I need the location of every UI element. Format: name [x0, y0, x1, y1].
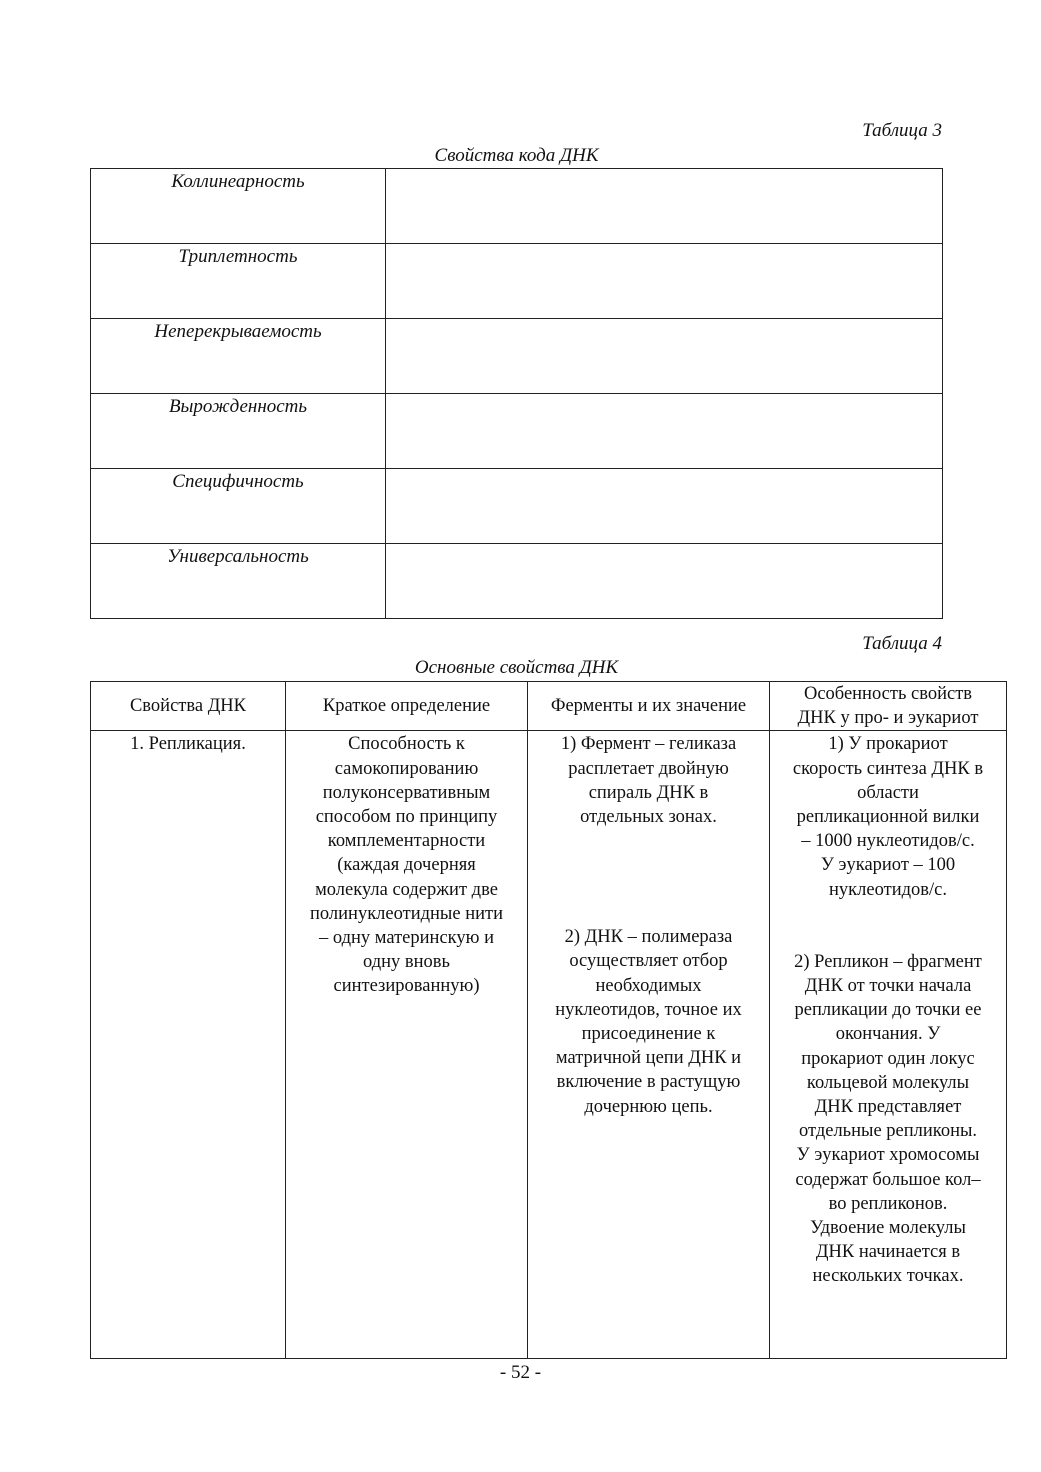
- property-name-cell: Триплетность: [91, 244, 386, 319]
- property-name-cell: Неперекрываемость: [91, 319, 386, 394]
- table-row: [91, 394, 943, 469]
- table-row: [91, 544, 943, 619]
- property-answer-cell: [386, 469, 943, 544]
- table-row: [91, 244, 943, 319]
- definition-text: Способность к самокопированию полуконсервативным способом по принципу комплементарности (каждая дочерняя молекула содержит две полинуклеотидные нити – одну материнскую и одну вновь синтезированную): [310, 734, 503, 997]
- features-text-1: 1) У прокариот скорость синтеза ДНК в области репликационной вилки – 1000 нуклеотидов/с. У эукариот – 100 нуклеотидов/с.: [792, 734, 984, 900]
- column-header-features: Особенность свойств ДНК у про- и эукариот: [770, 682, 1007, 731]
- property-answer-cell: [386, 319, 943, 394]
- table3-title: Свойства кода ДНК: [434, 145, 599, 166]
- column-header-property: Свойства ДНК: [91, 682, 286, 731]
- property-answer-cell: [386, 394, 943, 469]
- definition-cell: [286, 731, 528, 1359]
- enzymes-text-1: 1) Фермент – геликаза расплетает двойную спираль ДНК в отдельных зонах.: [560, 734, 737, 828]
- property-cell: [91, 731, 286, 1359]
- dna-code-properties-table: [90, 168, 943, 619]
- table4-label: Таблица 4: [862, 633, 942, 654]
- property-name-cell: Универсальность: [91, 544, 386, 619]
- table-row: [91, 169, 943, 244]
- features-text-2: 2) Репликон – фрагмент ДНК от точки начала репликации до точки ее окончания. У прокариот один локус кольцевой молекулы ДНК представляет отдельные репликоны. У эукариот хромосомы содержат большое кол– во репликонов. Удвоение молекулы ДНК начинается в нескольких точках.: [794, 951, 982, 1287]
- table-row: [91, 731, 1007, 1359]
- property-text: 1. Репликация.: [130, 734, 246, 755]
- column-header-definition: Краткое определение: [286, 682, 528, 731]
- table-row: [91, 319, 943, 394]
- property-name-cell: Коллинеарность: [91, 169, 386, 244]
- dna-main-properties-table: [90, 681, 1007, 1359]
- enzymes-cell: [528, 731, 770, 1359]
- features-cell: [770, 731, 1007, 1359]
- column-header-enzymes: Ферменты и их значение: [528, 682, 770, 731]
- property-answer-cell: [386, 544, 943, 619]
- property-name-cell: Вырожденность: [91, 394, 386, 469]
- enzymes-text-2: 2) ДНК – полимераза осуществляет отбор необходимых нуклеотидов, точное их присоединение к матричной цепи ДНК и включение в растущую дочернюю цепь.: [555, 927, 742, 1117]
- property-answer-cell: [386, 244, 943, 319]
- page-number: - 52 -: [499, 1362, 542, 1383]
- table4-title: Основные свойства ДНК: [414, 657, 619, 678]
- table-row: [91, 469, 943, 544]
- table3-label: Таблица 3: [862, 120, 942, 141]
- property-answer-cell: [386, 169, 943, 244]
- property-name-cell: Специфичность: [91, 469, 386, 544]
- table-header-row: [91, 682, 1007, 731]
